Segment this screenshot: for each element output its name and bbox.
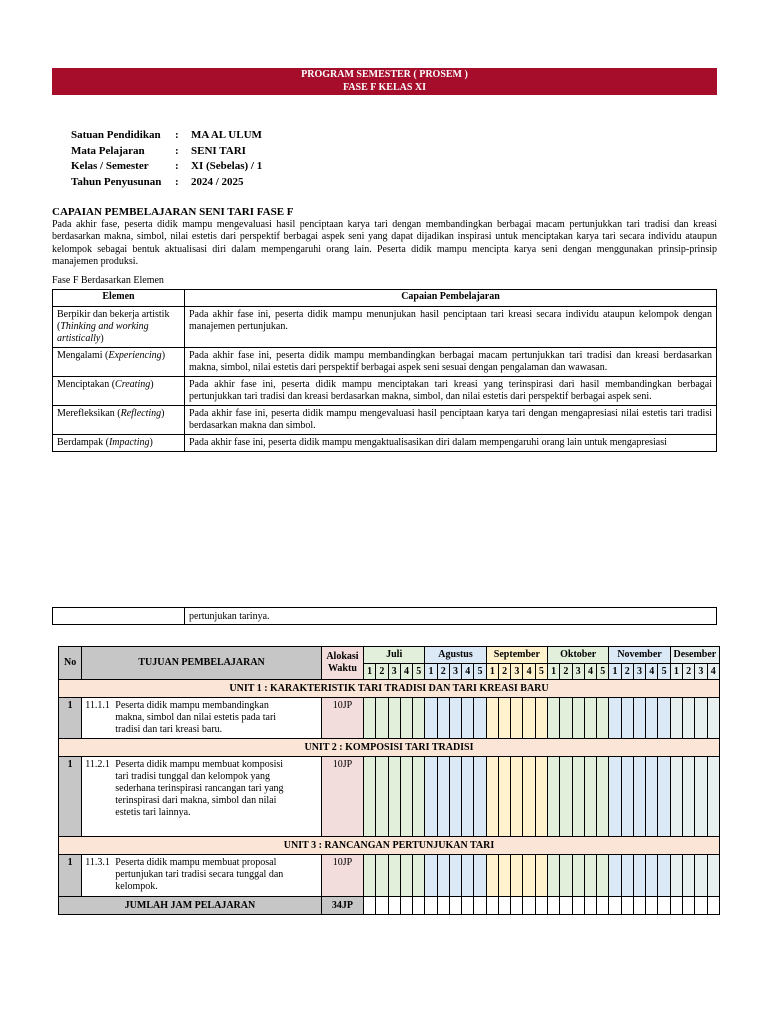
identity-label: Kelas / Semester [71,160,149,173]
week-cell [376,757,388,837]
week-cell [474,698,486,739]
week-cell [400,855,412,897]
week-cell [523,897,535,915]
total-value: 34JP [321,897,363,915]
week-cell [560,698,572,739]
week-cell [449,897,461,915]
week-cell [511,897,523,915]
goal-jp: 10JP [321,698,363,739]
week-number: 1 [548,664,560,680]
week-number: 5 [413,664,425,680]
week-number: 3 [572,664,584,680]
capaian-desc: Pada akhir fase ini, peserta didik mampu mengaktualisasikan diri dalam mempengaruhi orang lain untuk mengapresiasi [185,435,717,452]
total-row [59,897,720,915]
week-cell [609,757,621,837]
identity-value: SENI TARI [191,144,246,157]
week-cell [364,855,376,897]
goal-row [59,757,720,837]
week-cell [498,855,510,897]
week-cell [670,897,682,915]
goal-code: 11.2.1 [85,759,110,770]
goal-no: 1 [59,698,82,739]
week-cell [560,855,572,897]
capaian-row [53,307,717,348]
week-cell [511,855,523,897]
week-cell [560,757,572,837]
month-header: November [609,647,670,664]
col-tujuan: TUJUAN PEMBELAJARAN [82,647,322,680]
week-cell [437,897,449,915]
week-cell [597,698,609,739]
week-cell [658,855,670,897]
elemen-english: Thinking and working artistically [57,321,149,344]
week-cell [707,698,719,739]
goal-text: Peserta didik mampu membuat komposisi tari tradisi tunggal dan kelompok yang sederhana terinspirasi rancangan tari yang terinspirasi dari makna, simbol dan nilai estetis tari lainnya. [115,759,284,818]
week-cell [486,698,498,739]
week-cell [609,698,621,739]
week-number: 2 [376,664,388,680]
document-title-banner [52,68,717,95]
goal-row [59,698,720,739]
week-cell [364,897,376,915]
week-cell [621,855,633,897]
identity-value: XI (Sebelas) / 1 [191,160,263,173]
week-cell [462,698,474,739]
week-cell [670,855,682,897]
week-cell [646,897,658,915]
week-cell [535,757,547,837]
identity-label: Mata Pelajaran [71,144,145,157]
week-cell [584,757,596,837]
week-cell [462,757,474,837]
prosem-table [58,646,720,915]
week-cell [621,897,633,915]
capaian-row [53,435,717,452]
week-cell [413,897,425,915]
month-header: Desember [670,647,719,664]
elemen-cell [53,406,185,435]
elemen-close: ) [161,408,165,419]
week-number: 4 [584,664,596,680]
week-number: 4 [462,664,474,680]
week-cell [449,855,461,897]
week-number: 4 [707,664,719,680]
week-cell [548,897,560,915]
week-cell [584,855,596,897]
week-cell [388,757,400,837]
week-cell [609,855,621,897]
week-number: 5 [474,664,486,680]
week-cell [511,698,523,739]
week-cell [523,757,535,837]
elemen-english: Creating [115,379,151,390]
elemen-name: Mengalami ( [57,350,109,361]
week-cell [695,757,707,837]
week-cell [376,698,388,739]
elemen-name: Berpikir dan bekerja artistik ( [57,309,170,332]
week-cell [425,698,437,739]
week-cell [388,897,400,915]
elemen-name: Menciptakan ( [57,379,116,390]
identity-label: Tahun Penyusunan [71,175,162,188]
week-cell [560,897,572,915]
week-cell [670,757,682,837]
week-cell [535,897,547,915]
capaian-desc: Pada akhir fase ini, peserta didik mampu membandingkan berbagai macam pertunjukkan tari tradisi dan kreasi berdasarkan makna, simbol, nilai estetis dari perspektif berbagai aspek seni sesuai dengan pengalaman dan wawasan. [185,348,717,377]
week-cell [658,757,670,837]
goal-jp: 10JP [321,757,363,837]
week-cell [682,897,694,915]
week-number: 1 [364,664,376,680]
capaian-subtitle: Fase F Berdasarkan Elemen [52,275,164,286]
month-header: Juli [364,647,425,664]
week-cell [597,757,609,837]
week-cell [523,855,535,897]
week-cell [462,897,474,915]
week-cell [646,855,658,897]
week-cell [413,698,425,739]
week-cell [425,897,437,915]
capaian-row [53,377,717,406]
unit-header-row [59,739,720,757]
continued-desc: pertunjukan tarinya. [185,608,717,625]
col-no: No [59,647,82,680]
week-cell [511,757,523,837]
week-cell [413,855,425,897]
unit-title: UNIT 2 : KOMPOSISI TARI TRADISI [59,739,720,757]
elemen-cell [53,435,185,452]
week-cell [486,757,498,837]
week-number: 4 [400,664,412,680]
elemen-close: ) [161,350,166,361]
week-cell [548,757,560,837]
week-number: 1 [486,664,498,680]
week-cell [474,855,486,897]
week-cell [535,855,547,897]
week-cell [462,855,474,897]
week-cell [548,855,560,897]
identity-colon: : [175,144,179,157]
title-line-2: FASE F KELAS XI [342,82,427,93]
elemen-cell [53,348,185,377]
month-header: Oktober [548,647,609,664]
goal-cell [82,855,322,897]
unit-header-row [59,680,720,698]
week-number: 4 [523,664,535,680]
week-cell [437,855,449,897]
week-number: 5 [597,664,609,680]
elemen-close: ) [150,379,154,390]
week-number: 3 [511,664,523,680]
week-cell [584,698,596,739]
week-number: 5 [535,664,547,680]
identity-row [71,144,262,160]
week-cell [609,897,621,915]
elemen-english: Reflecting [120,408,162,419]
week-cell [621,698,633,739]
week-number: 2 [437,664,449,680]
week-cell [364,757,376,837]
week-cell [364,698,376,739]
goal-code: 11.3.1 [85,857,110,868]
week-number: 2 [560,664,572,680]
elemen-close: ) [149,437,153,448]
week-cell [695,698,707,739]
week-cell [682,757,694,837]
goal-row [59,855,720,897]
week-number: 5 [658,664,670,680]
identity-colon: : [175,160,179,173]
goal-no: 1 [59,855,82,897]
week-cell [572,757,584,837]
capaian-table-continued [52,607,717,625]
identity-value: 2024 / 2025 [191,175,244,188]
identity-block [71,128,262,190]
week-cell [646,757,658,837]
week-cell [707,855,719,897]
identity-value: MA AL ULUM [191,129,262,141]
week-cell [597,855,609,897]
week-cell [658,698,670,739]
week-cell [646,698,658,739]
week-cell [633,855,645,897]
week-cell [707,897,719,915]
elemen-english: Experiencing [108,350,162,361]
goal-code: 11.1.1 [85,700,110,711]
capaian-row [53,348,717,377]
elemen-cell [53,377,185,406]
week-number: 2 [682,664,694,680]
week-number: 1 [670,664,682,680]
week-cell [498,698,510,739]
goal-cell [82,757,322,837]
elemen-close: ) [100,333,104,344]
identity-label: Satuan Pendidikan [71,129,161,141]
week-number: 2 [621,664,633,680]
col-alokasi: Alokasi Waktu [321,647,363,680]
week-cell [621,757,633,837]
identity-row [71,159,262,175]
week-cell [400,897,412,915]
month-header: Agustus [425,647,486,664]
week-cell [584,897,596,915]
elemen-name: Merefleksikan ( [57,408,121,419]
week-cell [449,757,461,837]
week-number: 2 [498,664,510,680]
week-number: 3 [388,664,400,680]
week-number: 4 [646,664,658,680]
week-cell [633,757,645,837]
unit-title: UNIT 1 : KARAKTERISTIK TARI TRADISI DAN TARI KREASI BARU [59,680,720,698]
week-cell [486,897,498,915]
week-cell [548,698,560,739]
week-number: 1 [609,664,621,680]
week-number: 3 [449,664,461,680]
week-cell [682,698,694,739]
week-number: 3 [695,664,707,680]
col-capaian: Capaian Pembelajaran [185,290,717,307]
capaian-desc: Pada akhir fase ini, peserta didik mampu menciptakan tari kreasi yang terinspirasi dari hasil membandingkan berbagai pertunjukkan tari tradisi dan kreasi berdasarkan makna, simbol, dan nilai estetis dari perspektif berbagai aspek seni. [185,377,717,406]
week-cell [437,757,449,837]
unit-title: UNIT 3 : RANCANGAN PERTUNJUKAN TARI [59,837,720,855]
week-cell [707,757,719,837]
week-cell [535,698,547,739]
week-cell [376,855,388,897]
week-cell [486,855,498,897]
week-cell [523,698,535,739]
title-line-1: PROGRAM SEMESTER ( PROSEM ) [301,69,468,80]
goal-cell [82,698,322,739]
week-cell [449,698,461,739]
week-cell [597,897,609,915]
unit-header-row [59,837,720,855]
week-cell [413,757,425,837]
week-cell [572,897,584,915]
week-cell [400,698,412,739]
week-cell [437,698,449,739]
week-cell [572,855,584,897]
week-cell [572,698,584,739]
week-cell [670,698,682,739]
identity-row [71,175,262,191]
week-cell [474,897,486,915]
capaian-title: CAPAIAN PEMBELAJARAN SENI TARI FASE F [52,206,294,218]
week-cell [425,855,437,897]
goal-text: Peserta didik mampu membandingkan makna, simbol dan nilai estetis pada tari tradisi dan tari kreasi baru. [115,700,277,735]
week-cell [388,698,400,739]
week-cell [425,757,437,837]
goal-text: Peserta didik mampu membuat proposal pertunjukan tari tradisi secara tunggal dan kelompok. [115,857,284,892]
continued-elemen-cell [53,608,185,625]
week-cell [388,855,400,897]
goal-jp: 10JP [321,855,363,897]
capaian-paragraph: Pada akhir fase, peserta didik mampu mengevaluasi hasil penciptaan karya tari dengan membandingkan berbagai macam pertunjukkan tari tradisi dan kreasi berdasarkan makna, simbol, nilai estetis dari perspektif berbagai aspek seni yang dapat dijadikan inspirasi untuk menciptakan karya tari secara individu ataupun kelompok sebagai bentuk aktualisasi diri dalam mempengaruhi orang lain. Peserta didik mampu mencipta karya seni dengan menggunakan prinsip-prinsip manajemen produksi. [52,219,717,267]
week-cell [633,698,645,739]
identity-row [71,128,262,144]
total-label: JUMLAH JAM PELAJARAN [59,897,322,915]
col-elemen: Elemen [53,290,185,307]
week-cell [498,757,510,837]
identity-colon: : [175,129,179,141]
month-header: September [486,647,547,664]
week-number: 1 [425,664,437,680]
elemen-name: Berdampak ( [57,437,109,448]
capaian-desc: Pada akhir fase ini, peserta didik mampu menunjukan hasil penciptaan tari kreasi secara individu ataupun kelompok dengan manajemen pertunjukan. [185,307,717,348]
prosem-header-row [59,647,720,664]
week-cell [376,897,388,915]
week-number: 3 [633,664,645,680]
week-cell [682,855,694,897]
week-cell [658,897,670,915]
week-cell [400,757,412,837]
week-cell [695,855,707,897]
elemen-english: Impacting [108,437,150,448]
elemen-cell [53,307,185,348]
capaian-table [52,289,717,452]
capaian-desc: Pada akhir fase ini, peserta didik mampu mengevaluasi hasil penciptaan karya tari dengan mengapresiasi nilai estetis tari tradisi berdasarkan makna dan simbol. [185,406,717,435]
identity-colon: : [175,175,179,188]
week-cell [474,757,486,837]
goal-no: 1 [59,757,82,837]
week-cell [695,897,707,915]
week-cell [633,897,645,915]
week-cell [498,897,510,915]
capaian-row [53,406,717,435]
